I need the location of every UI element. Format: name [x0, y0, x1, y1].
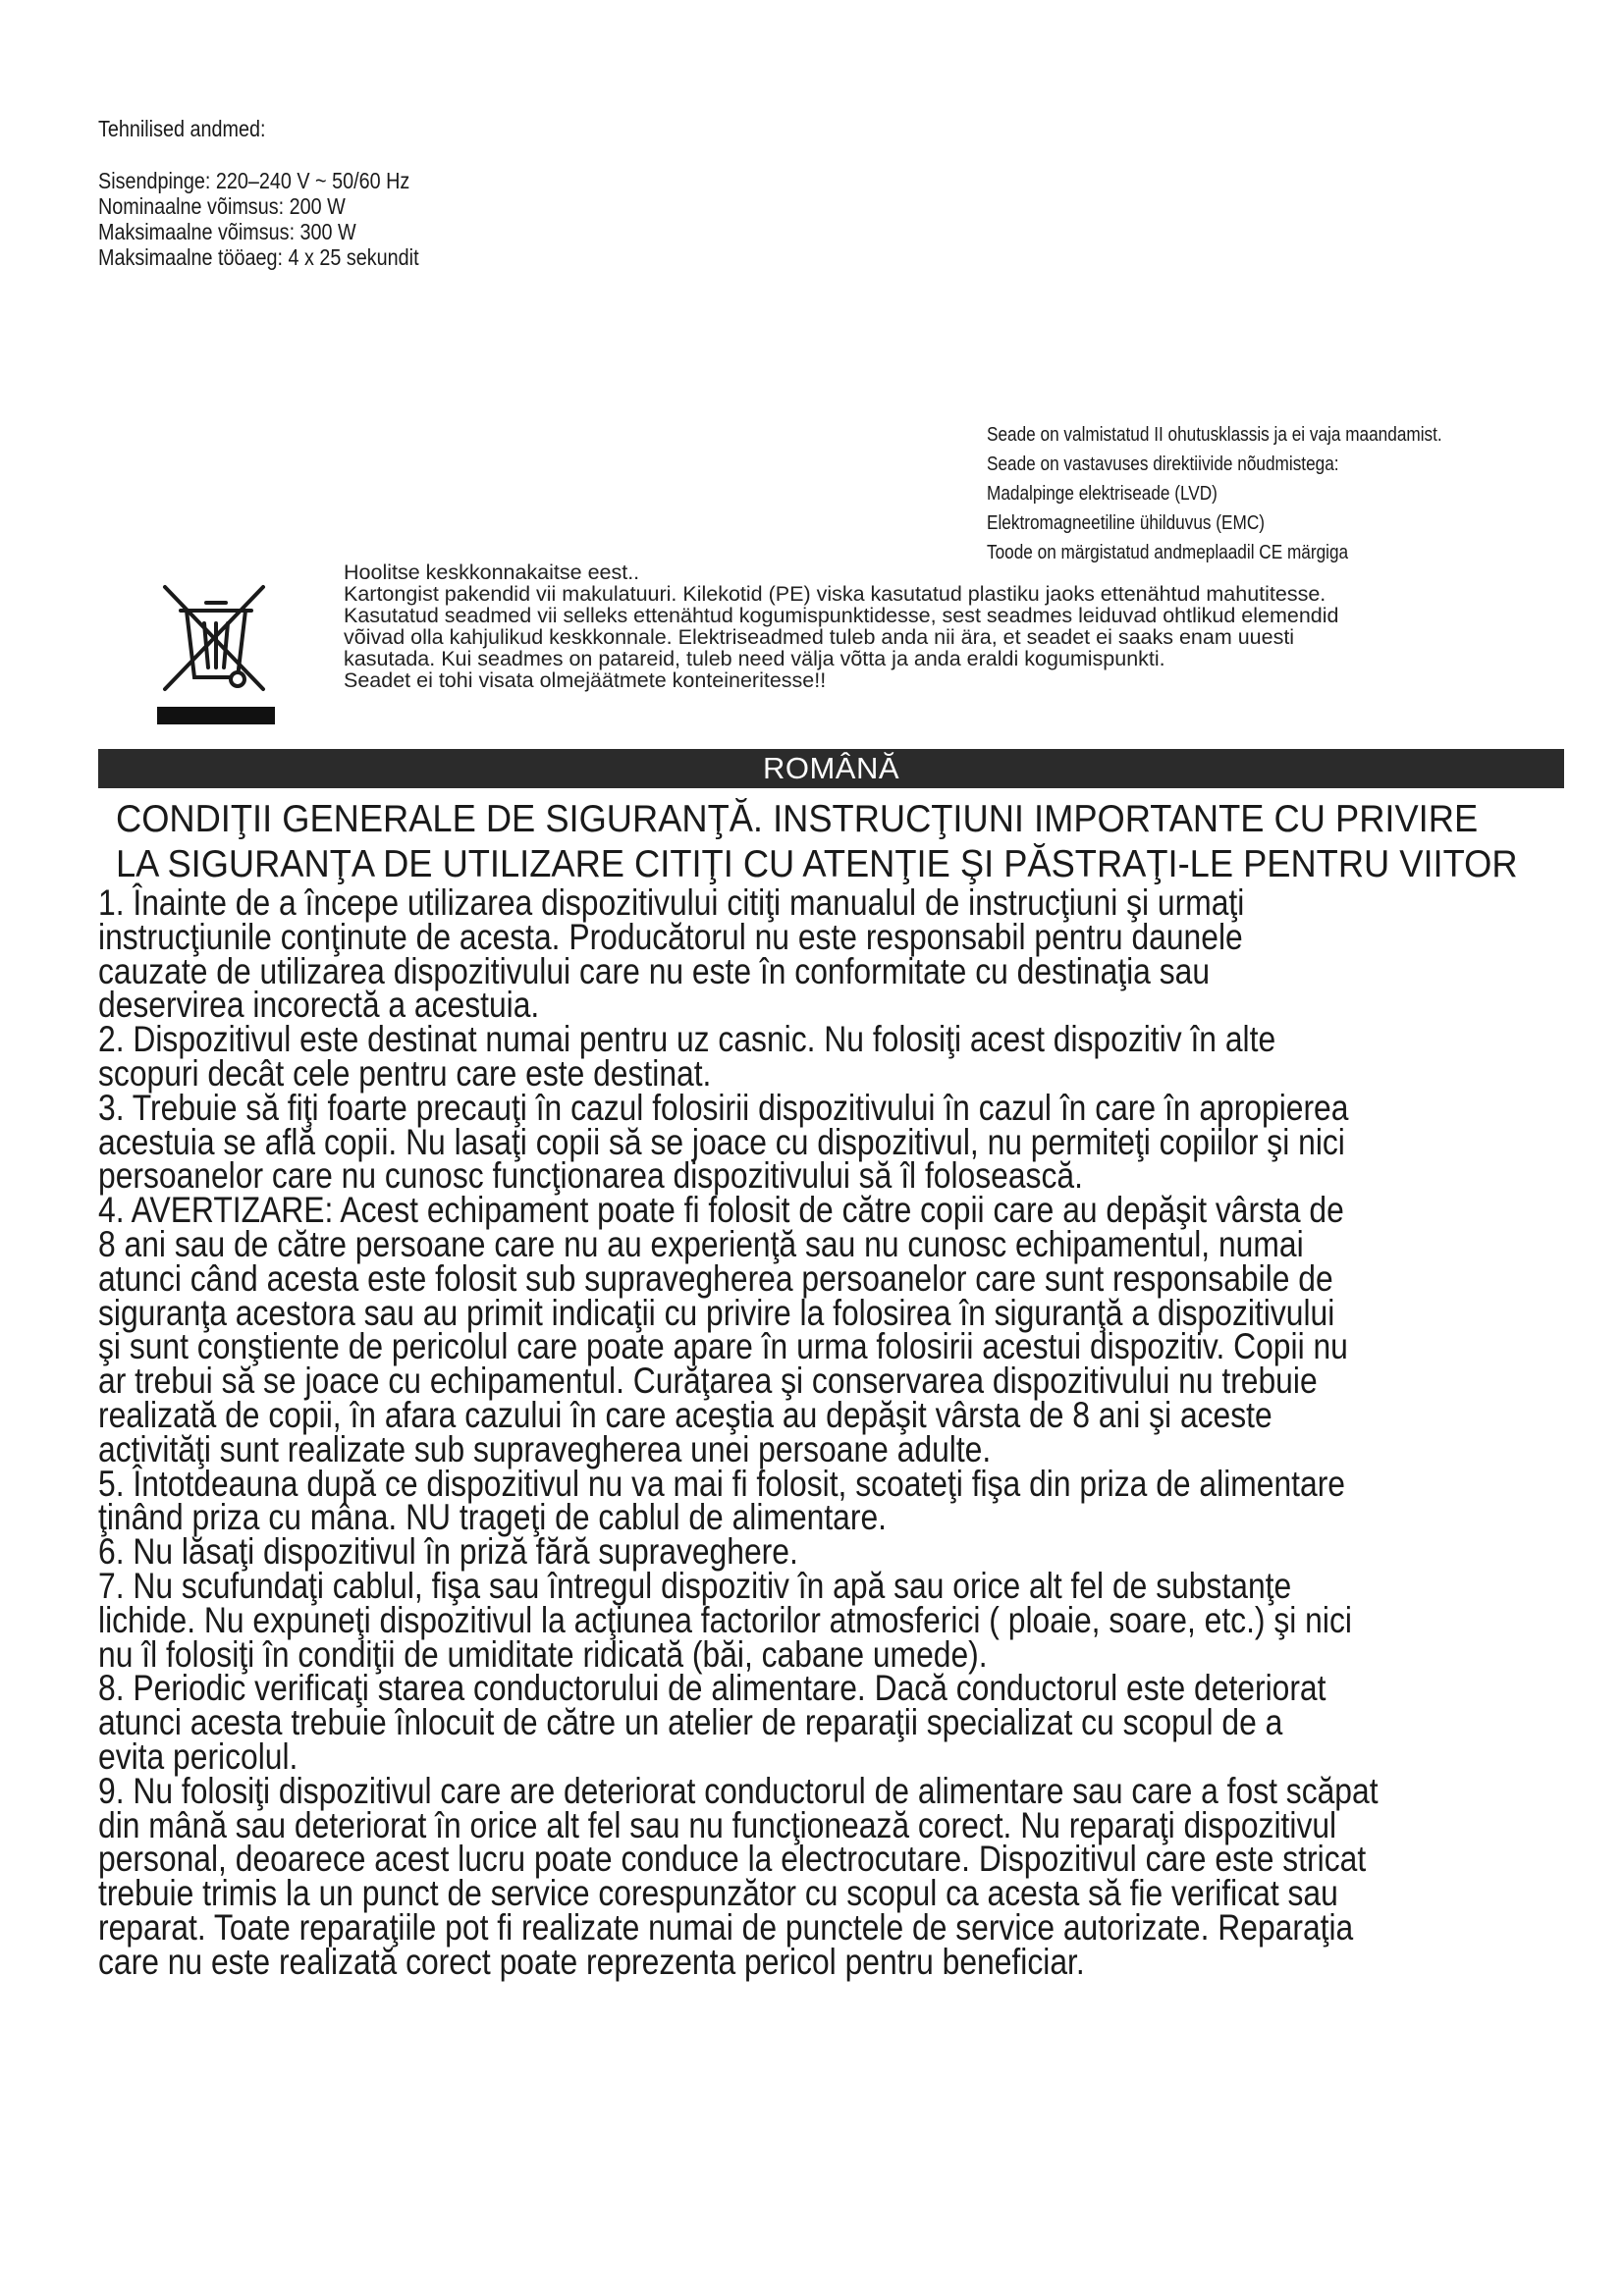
- compliance-line: Toode on märgistatud andmeplaadil CE märgiga: [987, 542, 1349, 563]
- instruction-line: 1. Înainte de a începe utilizarea dispozitivului citiţi manualul de instrucţiuni şi urmaţi: [98, 882, 1245, 923]
- crossed-out-bin-icon: [157, 579, 275, 726]
- instruction-line: 7. Nu scufundaţi cablul, fişa sau întregul dispozitiv în apă sau orice alt fel de substanţe: [98, 1565, 1292, 1606]
- instruction-line: deservirea incorectă a acestuia.: [98, 985, 540, 1026]
- safety-heading: [116, 797, 1623, 887]
- instruction-line: din mână sau deteriorat în orice alt fel sau nu funcţionează corect. Nu reparaţi dispozitivul: [98, 1804, 1337, 1845]
- instruction-line: 5. Întotdeauna după ce dispozitivul nu va mai fi folosit, scoateţi fişa din priza de alimentare: [98, 1463, 1345, 1504]
- safety-instructions: [98, 882, 1587, 1982]
- environment-line: Kartongist pakendid vii makulatuuri. Kilekotid (PE) viska kasutatud plastiku jaoks ettenähtud mahutitesse.: [344, 582, 1326, 606]
- environment-notice: [344, 561, 1339, 691]
- compliance-line: Madalpinge elektriseade (LVD): [987, 483, 1218, 505]
- instruction-line: nu îl folosiţi în condiţii de umiditate ridicată (băi, cabane umede).: [98, 1633, 988, 1675]
- compliance-notes: [987, 420, 1516, 567]
- instruction-line: instrucţiunile conţinute de acesta. Producătorul nu este responsabil pentru daunele: [98, 916, 1243, 957]
- safety-heading-line: CONDIŢII GENERALE DE SIGURANŢĂ. INSTRUCŢIUNI IMPORTANTE CU PRIVIRE: [116, 798, 1479, 840]
- technical-data-line: Maksimaalne tööaeg: 4 x 25 sekundit: [98, 244, 419, 270]
- instruction-line: 4. AVERTIZARE: Acest echipament poate fi folosit de către copii care au depăşit vârsta de: [98, 1190, 1344, 1231]
- instruction-line: ţinând priza cu mâna. NU trageţi de cablul de alimentare.: [98, 1497, 888, 1538]
- instruction-line: ar trebui să se joace cu echipamentul. Curăţarea şi conservarea dispozitivului nu trebuie: [98, 1361, 1318, 1402]
- instruction-line: evita pericolul.: [98, 1735, 298, 1777]
- environment-line: Kasutatud seadmed vii selleks ettenähtud kogumispunktidesse, sest seadmes leiduvad ohtlikud elemendid: [344, 604, 1339, 627]
- instruction-line: persoanelor care nu cunosc funcţionarea dispozitivului să îl folosească.: [98, 1155, 1083, 1197]
- technical-data-heading: Tehnilised andmed:: [98, 116, 266, 141]
- language-section-bar: ROMÂNĂ: [98, 749, 1564, 788]
- instruction-line: cauzate de utilizarea dispozitivului care nu este în conformitate cu destinaţia sau: [98, 950, 1211, 991]
- instruction-line: atunci acesta trebuie înlocuit de către un atelier de reparaţii specializat cu scopul de a: [98, 1702, 1283, 1743]
- instruction-line: atunci când acesta este folosit sub supravegherea persoanelor care sunt responsabile de: [98, 1257, 1333, 1299]
- environment-line: võivad olla kahjulikud keskkonnale. Elektriseadmed tuleb anda nii ära, et seadet ei saaks enam uuesti: [344, 625, 1295, 649]
- instruction-line: 6. Nu lăsaţi dispozitivul în priză fără supraveghere.: [98, 1531, 798, 1573]
- instruction-line: 8 ani sau de către persoane care nu au experienţă sau nu cunosc echipamentul, numai: [98, 1223, 1304, 1264]
- instruction-line: 2. Dispozitivul este destinat numai pentru uz casnic. Nu folosiţi acest dispozitiv în alte: [98, 1019, 1276, 1060]
- instruction-line: acestuia se află copii. Nu lasaţi copii să se joace cu dispozitivul, nu permiteţi copiilor şi nici: [98, 1121, 1345, 1162]
- technical-data-line: Maksimaalne võimsus: 300 W: [98, 219, 356, 244]
- instruction-line: care nu este realizată corect poate reprezenta pericol pentru beneficiar.: [98, 1941, 1085, 1982]
- instruction-line: şi sunt conştiente de pericolul care poate apare în urma folosirii acestui dispozitiv. Copii nu: [98, 1326, 1348, 1367]
- instruction-line: realizată de copii, în afara cazului în care aceştia au depăşit vârsta de 8 ani şi aceste: [98, 1394, 1272, 1435]
- instruction-line: personal, deoarece acest lucru poate conduce la electrocutare. Dispozitivul care este stricat: [98, 1839, 1367, 1880]
- instruction-line: siguranţa acestora sau au primit indicaţii cu privire la folosirea în siguranţă a dispozitivului: [98, 1292, 1335, 1333]
- instruction-line: trebuie trimis la un punct de service corespunzător cu scopul ca acesta să fie verificat sau: [98, 1873, 1338, 1914]
- instruction-line: lichide. Nu expuneţi dispozitivul la acţiunea factorilor atmosferici ( ploaie, soare, etc.) şi nici: [98, 1599, 1352, 1640]
- safety-heading-line: LA SIGURANŢA DE UTILIZARE CITIŢI CU ATENŢIE ŞI PĂSTRAŢI-LE PENTRU VIITOR: [116, 843, 1518, 885]
- instruction-line: 3. Trebuie să fiţi foarte precauţi în cazul folosirii dispozitivului în cazul în care în apropierea: [98, 1087, 1349, 1128]
- instruction-line: 9. Nu folosiţi dispozitivul care are deteriorat conductorul de alimentare sau care a fost scăpat: [98, 1770, 1379, 1811]
- technical-data-line: Nominaalne võimsus: 200 W: [98, 193, 346, 219]
- technical-data: [98, 116, 471, 270]
- instruction-line: 8. Periodic verificaţi starea conductorului de alimentare. Dacă conductorul este deteriorat: [98, 1668, 1326, 1709]
- compliance-line: Elektromagneetiline ühilduvus (EMC): [987, 512, 1265, 534]
- compliance-line: Seade on vastavuses direktiivide nõudmistega:: [987, 454, 1339, 475]
- environment-line: Seadet ei tohi visata olmejäätmete konteineritesse!!: [344, 668, 827, 692]
- instruction-line: scopuri decât cele pentru care este destinat.: [98, 1052, 712, 1094]
- instruction-line: activităţi sunt realizate sub supravegherea unei persoane adulte.: [98, 1428, 992, 1469]
- technical-data-line: Sisendpinge: 220–240 V ~ 50/60 Hz: [98, 168, 410, 193]
- instruction-line: reparat. Toate reparaţiile pot fi realizate numai de punctele de service autorizate. Reparaţia: [98, 1906, 1354, 1948]
- compliance-line: Seade on valmistatud II ohutusklassis ja ei vaja maandamist.: [987, 424, 1442, 446]
- environment-line: kasutada. Kui seadmes on patareid, tuleb need välja võtta ja anda eraldi kogumispunkti.: [344, 647, 1165, 670]
- environment-line: Hoolitse keskkonnakaitse eest..: [344, 561, 640, 584]
